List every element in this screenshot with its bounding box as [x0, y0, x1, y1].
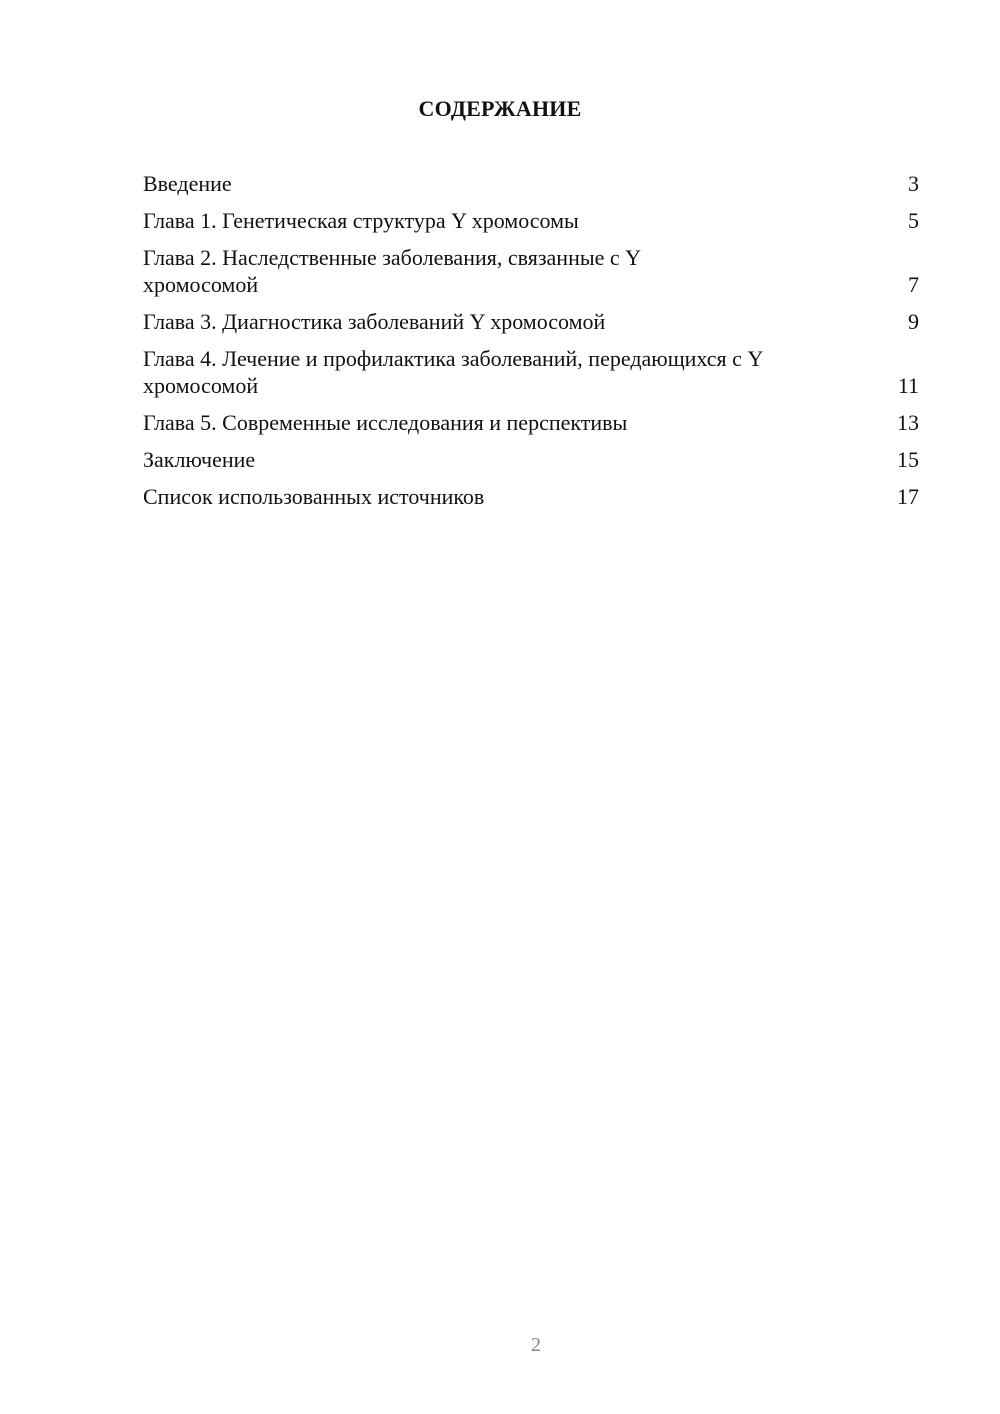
- toc-entry-text: Введение: [143, 171, 232, 196]
- toc-entry-chapter-3: [143, 308, 919, 335]
- toc-entry-introduction: [143, 170, 919, 197]
- page-number: 2: [531, 1334, 541, 1356]
- toc-entry-text: Глава 2. Наследственные заболевания, связанные с Y хромосомой: [143, 245, 641, 297]
- table-of-contents: [143, 170, 919, 520]
- toc-entry-text: Глава 4. Лечение и профилактика заболеваний, передающихся с Y хромосомой: [143, 346, 763, 398]
- toc-entry-references: [143, 483, 919, 510]
- toc-heading-text: СОДЕРЖАНИЕ: [418, 96, 582, 121]
- toc-entry-chapter-1: [143, 207, 919, 234]
- toc-entry-chapter-2: [143, 244, 919, 298]
- toc-entry-text: Глава 5. Современные исследования и перспективы: [143, 410, 628, 435]
- toc-entry-page: 9: [908, 309, 919, 334]
- toc-entry-conclusion: [143, 446, 919, 473]
- toc-entry-text: Глава 3. Диагностика заболеваний Y хромосомой: [143, 309, 606, 334]
- toc-entry-text: Глава 1. Генетическая структура Y хромосомы: [143, 208, 579, 233]
- toc-entry-page: 11: [897, 373, 919, 398]
- toc-entry-page: 3: [908, 171, 919, 196]
- toc-entry-chapter-5: [143, 409, 919, 436]
- toc-entry-chapter-4: [143, 345, 919, 399]
- toc-entry-page: 17: [897, 484, 919, 509]
- toc-entry-page: 15: [897, 447, 919, 472]
- toc-heading: [0, 96, 1000, 122]
- toc-entry-page: 5: [908, 208, 919, 233]
- toc-entry-text: Заключение: [143, 447, 256, 472]
- toc-entry-page: 7: [908, 272, 919, 297]
- toc-entry-text: Список использованных источников: [143, 484, 485, 509]
- toc-entry-page: 13: [897, 410, 919, 435]
